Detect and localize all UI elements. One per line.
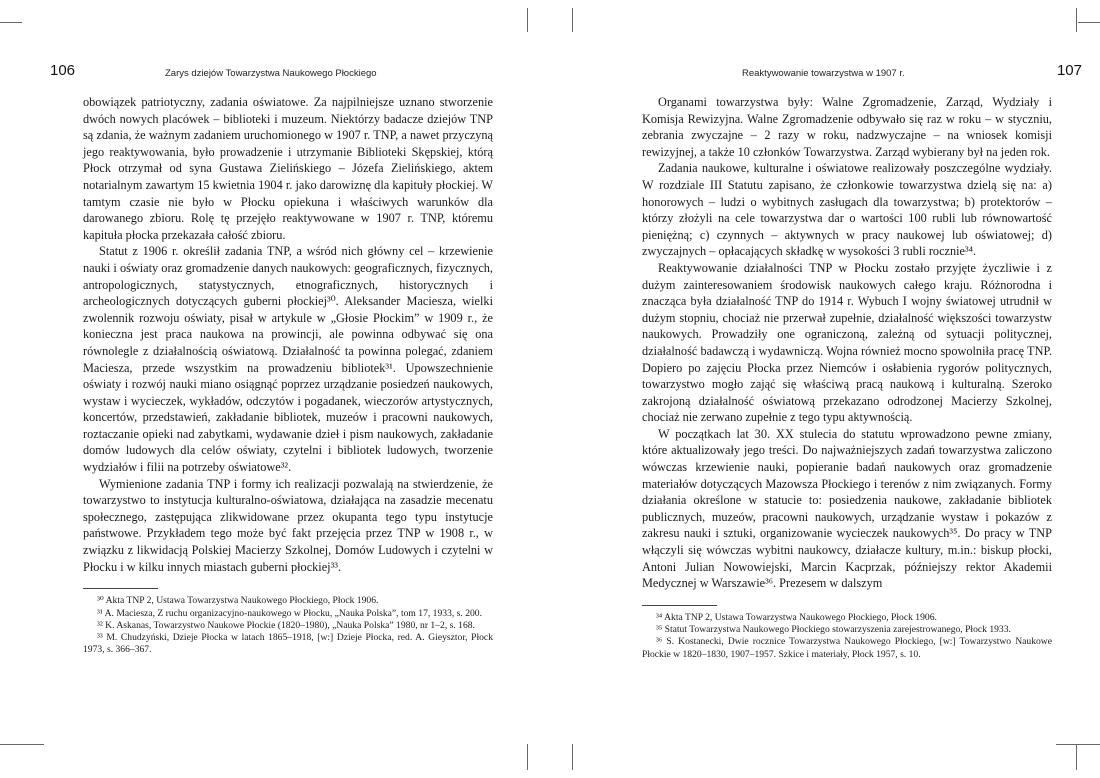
paragraph: W początkach lat 30. XX stulecia do statutu wprowadzono pewne zmiany, które aktualizowały jego treści. Do najważniejszych zadań towarzystwa zaliczono wówczas krzewienie nauki, popieranie badań naukowych oraz gromadzenie materiałów dotyczących Mazowsza Płockiego i terenów z nim związanych. Formy działania określone w statucie to: posiedzenia naukowe, zakładanie bibliotek publicznych, muzeów, pracowni naukowych, urządzanie wystaw i pokazów z zakresu nauki i sztuki, organizowanie wycieczek naukowych³⁵. Do pracy w TNP włączyli się wówczas wybitni naukowcy, działacze kultury, m.in.: biskup płocki, Antoni Julian Nowowiejski, Marcin Kacprzak, późniejszy rektor Akademii Medycznej w Warszawie³⁶. Prezesem w dalszym xyxy=(642,426,1052,591)
crop-mark xyxy=(1056,744,1078,745)
paragraph: Organami towarzystwa były: Walne Zgromadzenie, Zarząd, Wydziały i Komisja Rewizyjna. Walne Zgromadzenie odbywało się raz w roku – w styczniu, zebrania zwyczajne – 2 razy w roku, nadzwyczajne – na wniosek komisji rewizyjnej, a także 10 członków Towarzystwa. Zarząd wybierany był na jeden rok. xyxy=(642,95,1052,159)
footnotes xyxy=(642,605,1052,661)
crop-mark xyxy=(1078,22,1100,23)
page-header xyxy=(50,60,493,82)
footnote: ³² K. Askanas, Towarzystwo Naukowe Płockie (1820–1980), „Nauka Polska” 1980, nr 1–2, s. 168. xyxy=(97,619,475,631)
crop-mark xyxy=(527,8,528,32)
running-header: Zarys dziejów Towarzystwa Naukowego Płockiego xyxy=(165,68,377,79)
footnote-rule xyxy=(642,605,717,606)
paragraph: Statut z 1906 r. określił zadania TNP, a wśród nich główny cel – krzewienie nauki i oświaty oraz gromadzenie danych naukowych: geograficznych, fizycznych, antropologicznych, statystycznych, etnograficznych, historycznych i archeologicznych dotyczących guberni płockiej³⁰. Aleksander Maciesza, wielki zwolennik rozwoju oświaty, pisał w artykule w „Głosie Płockim” w 1909 r., że konieczna jest praca naukowa na prowincji, ale powinna odbywać się ona równolegle z działalnością oświatową. Działalność ta powinna polegać, zdaniem Maciesza, przede wszystkim na prowadzeniu bibliotek³¹. Upowszechnienie oświaty i rozwój nauki miano osiągnąć poprzez urządzanie posiedzeń naukowych, wystaw i wycieczek, wykładów, odczytów i pogadanek, wieczorów artystycznych, koncertów, przedstawień, zakładanie bibliotek, muzeów i pracowni naukowych, roztaczanie opieki nad zabytkami, wydawanie dzieł i pism naukowych, zakładanie domów ludowych dla celów oświaty, czytelni i bibliotek ludowych, tworzenie wydziałów i filii na potrzeby oświatowe³². xyxy=(83,244,493,475)
paragraph: obowiązek patriotyczny, zadania oświatowe. Za najpilniejsze uznano stworzenie dwóch nowych placówek – biblioteki i muzeum. Niektórzy badacze dziejów TNP są zdania, że ważnym zadaniem uruchomionego w 1907 r. TNP, a nawet przyczyną jego reaktywowania, było prowadzenie i utrzymanie Biblioteki Skępskiej, którą Płock otrzymał od syna Gustawa Zielińskiego – Józefa Zielińskiego, aktem notarialnym zawartym 15 kwietnia 1904 r. jako darowiznę dla kapituły płockiej. W tamtym czasie nie było w Płocku opiekuna i właściwych warunków dla darowanego zbioru. Rolę tę przejęło reaktywowane w 1907 r. TNP, któremu kapituła płocka przekazała całość zbioru. xyxy=(83,95,493,242)
paragraph: Zadania naukowe, kulturalne i oświatowe realizowały poszczególne wydziały. W rozdziale III Statutu zapisano, że członkowie towarzystwa dzielą się na: a) honorowych – ludzi o wybitnych zasługach dla towarzystwa; b) protektorów – którzy złożyli na cele towarzystwa dar o wartości 100 rubli lub równowartość pieniężną; c) czynnych – aktywnych w pracy naukowej lub oświatowej; d) zwyczajnych – opłacających składkę w wysokości 3 rubli rocznie³⁴. xyxy=(642,161,1052,259)
footnote: ³⁴ Akta TNP 2, Ustawa Towarzystwa Naukowego Płockiego, Płock 1906. xyxy=(656,611,937,623)
page-number: 106 xyxy=(50,62,76,79)
crop-mark xyxy=(1078,744,1100,745)
right-page xyxy=(642,60,1082,661)
page-header xyxy=(642,60,1082,82)
body-text xyxy=(642,94,1052,592)
footnotes xyxy=(83,588,493,656)
body-text xyxy=(83,94,493,575)
paragraph: Reaktywowanie działalności TNP w Płocku zostało przyjęte życzliwie i z dużym zainteresowaniem środowisk naukowych całego kraju. Różnorodna i znacząca była działalność TNP do 1914 r. Wybuch I wojny światowej utrudnił w dużym stopniu, chociaż nie przerwał zupełnie, działalność większości towarzystw naukowych. Prowadziły one ograniczoną, zależną od sytuacji politycznej, działalność badawczą i wydawniczą. Wojna również mocno spowolniła pracę TNP. Dopiero po zajęciu Płocka przez Niemców i osłabienia rygorów politycznych, towarzystwo mogło zająć się właściwą pracą naukową i kulturalną. Szeroko zakrojoną działalność oświatową przekazano odrodzonej Macierzy Szkolnej, chociaż nie zerwano zupełnie z tego typu aktywnością. xyxy=(642,260,1052,425)
page-number: 107 xyxy=(1056,62,1082,79)
footnote-rule xyxy=(83,588,158,589)
footnote: ³⁰ Akta TNP 2, Ustawa Towarzystwa Naukowego Płockiego, Płock 1906. xyxy=(97,595,379,607)
running-header: Reaktywowanie towarzystwa w 1907 r. xyxy=(742,68,905,79)
crop-mark xyxy=(527,744,528,770)
footnote: ³³ M. Chudzyński, Dzieje Płocka w latach 1865–1918, [w:] Dzieje Płocka, red. A. Gieysztor, Płock 1973, s. 366–367. xyxy=(83,632,493,656)
crop-mark xyxy=(0,22,22,23)
crop-mark xyxy=(1076,744,1077,770)
crop-mark xyxy=(22,744,44,745)
crop-mark xyxy=(1076,8,1077,32)
crop-mark xyxy=(572,744,573,770)
left-page xyxy=(50,60,493,657)
footnote: ³⁵ Statut Towarzystwa Naukowego Płockiego stowarzyszenia zarejestrowanego, Płock 1933. xyxy=(656,624,1011,636)
paragraph: Wymienione zadania TNP i formy ich realizacji pozwalają na stwierdzenie, że towarzystwo to instytucja kulturalno-oświatowa, działająca na zasadzie mecenatu społecznego, zastępująca zlikwidowane przez okupanta tego typu instytucje państwowe. Przykładem tego może być fakt przejęcia przez TNP w 1908 r., w związku z likwidacją Polskiej Macierzy Szkolnej, Domów Ludowych i czytelni w Płocku i w kilku innych miastach guberni płockiej³³. xyxy=(83,476,493,574)
footnote: ³¹ A. Maciesza, Z ruchu organizacyjno-naukowego w Płocku, „Nauka Polska”, tom 17, 1933, s. 200. xyxy=(97,607,482,619)
footnote: ³⁶ S. Kostanecki, Dwie rocznice Towarzystwa Naukowego Płockiego, [w:] Towarzystwo Naukowe Płockie w 1820–1830, 1907–1957. Szkice i materiały, Płock 1957, s. 10. xyxy=(642,636,1052,660)
crop-mark xyxy=(0,744,22,745)
crop-mark xyxy=(572,8,573,32)
